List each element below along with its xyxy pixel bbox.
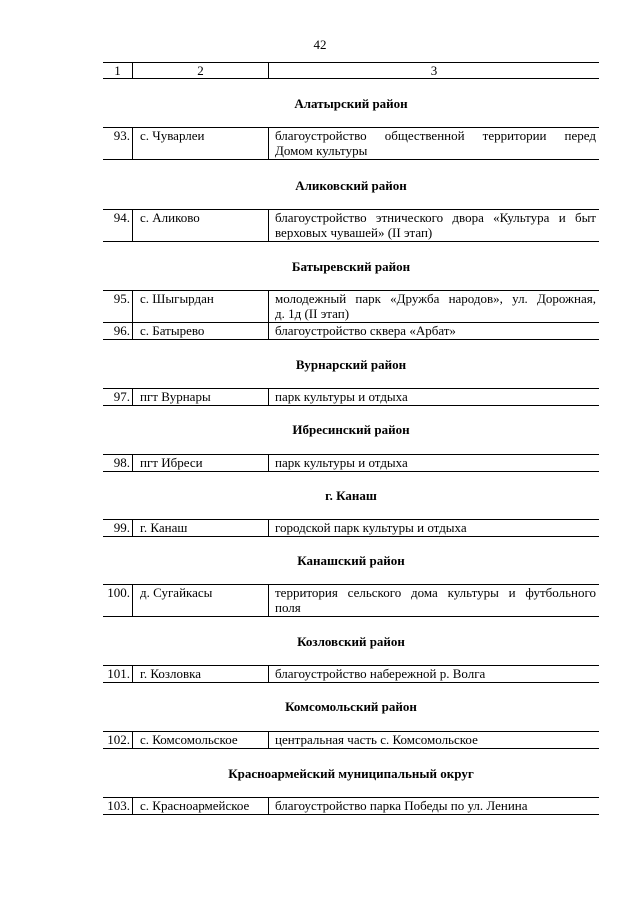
row-description	[275, 323, 596, 338]
column-divider	[268, 732, 269, 748]
column-divider	[268, 798, 269, 814]
description-line: д. 1д (II этап)	[275, 306, 350, 321]
description-line: благоустройство этнического двора «Культура и быт	[275, 210, 596, 225]
column-divider	[132, 323, 133, 339]
column-divider	[268, 455, 269, 471]
description-line: благоустройство парка Победы по ул. Ленина	[275, 798, 528, 813]
section-heading: Козловский район	[297, 634, 405, 649]
section-heading: Комсомольский район	[285, 699, 417, 714]
column-divider	[132, 585, 133, 616]
column-divider	[132, 520, 133, 536]
row-place: с. Комсомольское	[140, 732, 238, 747]
header-col-3: 3	[430, 63, 438, 78]
row-description	[275, 666, 596, 681]
column-divider	[132, 732, 133, 748]
section-heading: Ибресинский район	[292, 422, 410, 437]
row-number: 97.	[113, 389, 130, 404]
description-line: парк культуры и отдыха	[275, 455, 408, 470]
row-description	[275, 291, 596, 321]
column-divider	[268, 323, 269, 339]
row-description	[275, 520, 596, 535]
column-divider	[268, 128, 269, 159]
row-place: с. Батырево	[140, 323, 205, 338]
table-row	[103, 665, 599, 683]
row-place: с. Шыгырдан	[140, 291, 214, 306]
section-heading: Батыревский район	[291, 259, 411, 274]
section-heading: Вурнарский район	[295, 357, 407, 372]
column-divider	[268, 389, 269, 405]
row-place: пгт Вурнары	[140, 389, 211, 404]
row-number: 95.	[113, 291, 130, 306]
column-divider	[132, 666, 133, 682]
row-place: с. Красноармейское	[140, 798, 250, 813]
description-line: верховых чувашей» (II этап)	[275, 225, 433, 240]
row-description	[275, 455, 596, 470]
description-line: городской парк культуры и отдыха	[275, 520, 467, 535]
description-line: парк культуры и отдыха	[275, 389, 408, 404]
row-description	[275, 732, 596, 747]
section-heading: г. Канаш	[325, 488, 377, 503]
header-col-1: 1	[114, 63, 121, 78]
section-heading: Канашский район	[297, 553, 405, 568]
section-heading: Аликовский район	[295, 178, 407, 193]
column-divider	[132, 455, 133, 471]
row-place: г. Канаш	[140, 520, 188, 535]
table-row	[103, 290, 599, 323]
row-number: 98.	[113, 455, 130, 470]
description-line: поля	[275, 600, 301, 615]
description-line: благоустройство общественной территории перед	[275, 128, 596, 143]
row-description	[275, 798, 596, 813]
description-line: территория сельского дома культуры и футбольного	[275, 585, 596, 600]
row-number: 99.	[113, 520, 130, 535]
table-row	[103, 454, 599, 472]
section-heading: Алатырский район	[294, 96, 408, 111]
description-line: благоустройство сквера «Арбат»	[275, 323, 456, 338]
description-line: молодежный парк «Дружба народов», ул. Дорожная,	[275, 291, 596, 306]
column-divider	[268, 520, 269, 536]
row-number: 102.	[107, 732, 130, 747]
column-divider	[132, 210, 133, 241]
description-line: Домом культуры	[275, 143, 368, 158]
table-row	[103, 322, 599, 340]
table-row	[103, 519, 599, 537]
column-divider	[268, 291, 269, 322]
table-row	[103, 209, 599, 242]
row-place: д. Сугайкасы	[140, 585, 213, 600]
section-heading: Красноармейский муниципальный округ	[228, 766, 474, 781]
row-number: 103.	[107, 798, 130, 813]
row-place: с. Аликово	[140, 210, 200, 225]
row-place: с. Чуварлеи	[140, 128, 205, 143]
column-divider	[132, 389, 133, 405]
column-divider	[268, 585, 269, 616]
column-divider	[132, 798, 133, 814]
row-place: пгт Ибреси	[140, 455, 203, 470]
row-description	[275, 389, 596, 404]
table-header	[103, 62, 599, 79]
page-number: 42	[313, 37, 327, 52]
column-divider	[132, 128, 133, 159]
table-row	[103, 797, 599, 815]
table-row	[103, 127, 599, 160]
description-line: центральная часть с. Комсомольское	[275, 732, 478, 747]
row-place: г. Козловка	[140, 666, 202, 681]
row-description	[275, 128, 596, 158]
table-row	[103, 731, 599, 749]
column-divider	[268, 210, 269, 241]
description-line: благоустройство набережной р. Волга	[275, 666, 486, 681]
header-col-2: 2	[197, 63, 204, 78]
row-description	[275, 585, 596, 615]
column-divider	[268, 666, 269, 682]
row-number: 100.	[107, 585, 130, 600]
column-divider	[132, 291, 133, 322]
row-description	[275, 210, 596, 240]
row-number: 96.	[113, 323, 130, 338]
table-row	[103, 388, 599, 406]
row-number: 101.	[107, 666, 130, 681]
table-row	[103, 584, 599, 617]
row-number: 93.	[113, 128, 130, 143]
row-number: 94.	[113, 210, 130, 225]
